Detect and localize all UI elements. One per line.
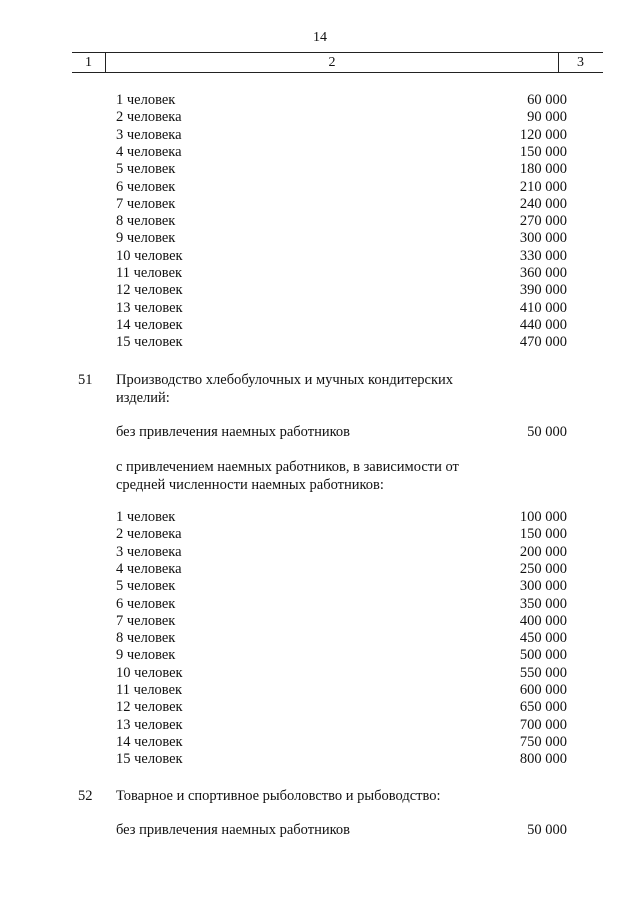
row-label: 12 человек	[116, 699, 183, 716]
page-number: 14	[313, 30, 327, 45]
header-col-1: 1	[85, 55, 92, 70]
row-value: 150 000	[519, 526, 567, 543]
row-label: 5 человек	[116, 161, 176, 178]
row-label: 13 человек	[116, 716, 183, 733]
item-51-number: 51	[78, 372, 93, 388]
row-value: 700 000	[519, 716, 567, 733]
row-value: 550 000	[519, 664, 567, 681]
row-label: 7 человек	[116, 612, 176, 629]
row-value: 180 000	[519, 161, 567, 178]
row-label: 7 человек	[116, 195, 176, 212]
row-label: 15 человек	[116, 751, 183, 768]
header-col-3: 3	[577, 55, 584, 70]
row-value: 200 000	[519, 543, 567, 560]
row-label: 11 человек	[116, 682, 183, 698]
row-label: 1 человек	[116, 509, 176, 525]
row-label: 10 человек	[116, 247, 183, 264]
item-52-title: Товарное и спортивное рыболовство и рыбоводство:	[116, 788, 441, 804]
row-label: 8 человек	[116, 213, 176, 230]
row-label: 11 человек	[116, 265, 183, 281]
item-51-without-value: 50 000	[527, 424, 567, 440]
item-52-without-value: 50 000	[527, 822, 567, 838]
row-label: 4 человека	[116, 560, 182, 577]
row-label: 10 человек	[116, 664, 183, 681]
item-52-number: 52	[78, 788, 93, 804]
row-value: 210 000	[519, 178, 567, 195]
row-value: 100 000	[519, 509, 567, 525]
item-52-without-label: без привлечения наемных работников	[116, 822, 350, 838]
row-label: 6 человек	[116, 178, 176, 195]
row-value: 390 000	[519, 282, 567, 299]
row-value: 500 000	[519, 647, 567, 664]
row-value: 800 000	[519, 751, 567, 768]
row-value: 650 000	[519, 699, 567, 716]
row-value: 750 000	[519, 733, 567, 750]
row-value: 150 000	[519, 143, 567, 160]
row-value: 330 000	[519, 247, 567, 264]
row-value: 120 000	[519, 126, 567, 143]
row-value: 450 000	[519, 630, 567, 647]
row-value: 90 000	[527, 109, 567, 126]
row-label: 8 человек	[116, 630, 176, 647]
row-label: 2 человека	[116, 526, 182, 543]
row-label: 14 человек	[116, 733, 183, 750]
row-label: 2 человека	[116, 109, 182, 126]
row-value: 360 000	[519, 265, 567, 281]
row-value: 250 000	[519, 560, 567, 577]
row-label: 9 человек	[116, 230, 176, 247]
row-label: 1 человек	[116, 92, 176, 108]
row-label: 6 человек	[116, 595, 176, 612]
row-value: 240 000	[519, 195, 567, 212]
row-label: 4 человека	[116, 143, 182, 160]
row-label: 15 человек	[116, 334, 183, 351]
row-label: 12 человек	[116, 282, 183, 299]
table-header	[72, 52, 603, 73]
item-51-without-label: без привлечения наемных работников	[116, 424, 350, 440]
row-value: 60 000	[527, 92, 567, 108]
row-value: 300 000	[519, 578, 567, 595]
row-value: 470 000	[519, 334, 567, 351]
header-col-2: 2	[105, 53, 559, 72]
row-value: 410 000	[519, 299, 567, 316]
item-51-title: Производство хлебобулочных и мучных кондитерских изделий:	[116, 372, 454, 406]
row-value: 270 000	[519, 213, 567, 230]
row-label: 3 человека	[116, 126, 182, 143]
row-label: 14 человек	[116, 316, 183, 333]
row-label: 5 человек	[116, 578, 176, 595]
row-value: 400 000	[519, 612, 567, 629]
row-value: 600 000	[519, 682, 567, 698]
row-label: 3 человека	[116, 543, 182, 560]
item-51-with-text: с привлечением наемных работников, в зависимости от средней численности наемных работников:	[116, 459, 459, 493]
row-value: 350 000	[519, 595, 567, 612]
row-label: 13 человек	[116, 299, 183, 316]
row-value: 300 000	[519, 230, 567, 247]
row-value: 440 000	[519, 316, 567, 333]
row-label: 9 человек	[116, 647, 176, 664]
